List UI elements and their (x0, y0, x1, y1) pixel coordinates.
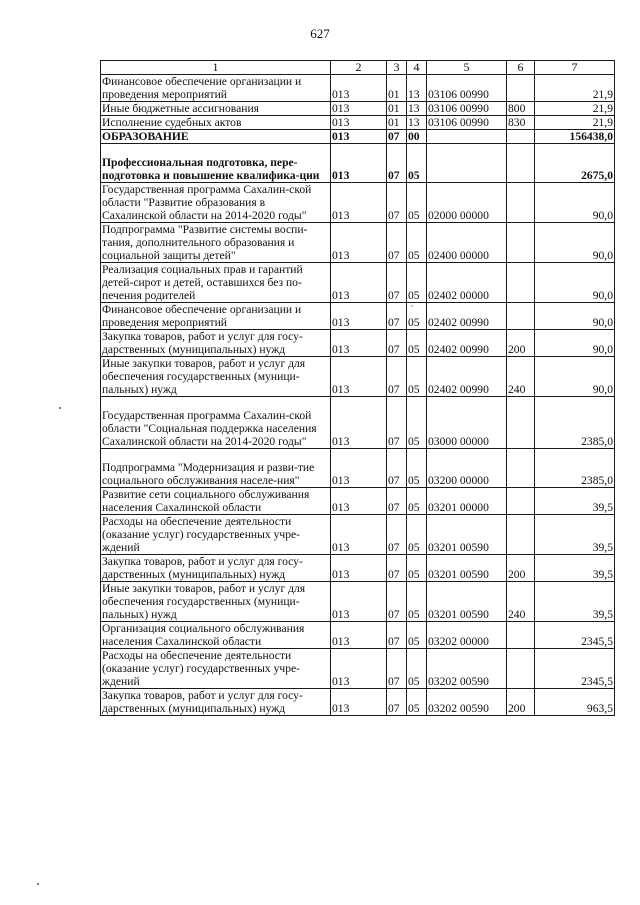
row-subsection-code: 13 (407, 116, 427, 130)
row-target-article: 02402 00000 (427, 263, 507, 303)
page-number: 627 (310, 26, 330, 41)
row-amount: 21,9 (535, 102, 615, 116)
row-amount: 156438,0 (535, 130, 615, 144)
row-subsection-code: 05 (407, 263, 427, 303)
row-name: Расходы на обеспечение деятельности (оказание услуг) государственных учре-ждений (101, 515, 331, 555)
row-name: ОБРАЗОВАНИЕ (101, 130, 331, 144)
row-amount: 39,5 (535, 488, 615, 515)
row-section-code: 07 (387, 488, 407, 515)
row-target-article: 02402 00990 (427, 330, 507, 357)
row-target-article: 03202 00590 (427, 649, 507, 689)
row-ministry-code: 013 (331, 622, 387, 649)
row-amount: 90,0 (535, 330, 615, 357)
row-name: Финансовое обеспечение организации и проведения мероприятий (101, 75, 331, 102)
row-amount: 21,9 (535, 75, 615, 102)
row-subsection-code: 05 (407, 582, 427, 622)
row-name: Организация социального обслуживания населения Сахалинской области (101, 622, 331, 649)
column-header: 6 (507, 61, 535, 75)
row-name: Государственная программа Сахалин-ской области "Социальная поддержка населения Сахалинской области на 2014-2020 годы" (101, 397, 331, 449)
row-name: Развитие сети социального обслуживания населения Сахалинской области (101, 488, 331, 515)
row-target-article: 02000 00000 (427, 183, 507, 223)
row-target-article: 03106 00990 (427, 116, 507, 130)
row-subsection-code: 00 (407, 130, 427, 144)
row-name: Иные закупки товаров, работ и услуг для обеспечения государственных (муници-пальных) нужд (101, 582, 331, 622)
row-section-code: 07 (387, 357, 407, 397)
row-ministry-code: 013 (331, 223, 387, 263)
row-ministry-code: 013 (331, 330, 387, 357)
row-target-article: 03201 00000 (427, 488, 507, 515)
row-subsection-code: 05 (407, 144, 427, 183)
row-ministry-code: 013 (331, 555, 387, 582)
row-expense-type: 200 (507, 330, 535, 357)
row-section-code: 07 (387, 622, 407, 649)
row-target-article: 03000 00000 (427, 397, 507, 449)
row-subsection-code: 05 (407, 689, 427, 716)
row-amount: 2385,0 (535, 449, 615, 488)
column-header: 2 (331, 61, 387, 75)
row-name: Профессиональная подготовка, пере-подготовка и повышение квалифика-ции (101, 144, 331, 183)
row-amount: 2385,0 (535, 397, 615, 449)
row-name: Финансовое обеспечение организации и проведения мероприятий (101, 303, 331, 330)
row-name: Закупка товаров, работ и услуг для госу-дарственных (муниципальных) нужд (101, 555, 331, 582)
row-name: Государственная программа Сахалин-ской области "Развитие образования в Сахалинской области на 2014-2020 годы" (101, 183, 331, 223)
row-subsection-code: 05 (407, 515, 427, 555)
row-amount: 39,5 (535, 582, 615, 622)
row-ministry-code: 013 (331, 263, 387, 303)
row-ministry-code: 013 (331, 130, 387, 144)
row-expense-type: 200 (507, 689, 535, 716)
row-target-article: 03106 00990 (427, 102, 507, 116)
column-header: 1 (101, 61, 331, 75)
row-section-code: 07 (387, 223, 407, 263)
row-subsection-code: 13 (407, 75, 427, 102)
row-section-code: 07 (387, 555, 407, 582)
row-name: Закупка товаров, работ и услуг для госу-дарственных (муниципальных) нужд (101, 689, 331, 716)
row-amount: 21,9 (535, 116, 615, 130)
row-section-code: 01 (387, 116, 407, 130)
row-expense-type: 200 (507, 555, 535, 582)
scan-speck (59, 407, 61, 409)
row-target-article: 03202 00000 (427, 622, 507, 649)
row-name: Реализация социальных прав и гарантий детей-сирот и детей, оставшихся без по-печения родителей (101, 263, 331, 303)
row-section-code: 07 (387, 183, 407, 223)
row-section-code: 07 (387, 582, 407, 622)
row-subsection-code: 05 (407, 183, 427, 223)
row-section-code: 07 (387, 449, 407, 488)
row-name: Закупка товаров, работ и услуг для госу-дарственных (муниципальных) нужд (101, 330, 331, 357)
row-expense-type: 240 (507, 582, 535, 622)
row-expense-type: 830 (507, 116, 535, 130)
row-target-article: 02402 00990 (427, 303, 507, 330)
row-amount: 2345,5 (535, 622, 615, 649)
row-amount: 90,0 (535, 183, 615, 223)
row-section-code: 07 (387, 130, 407, 144)
row-target-article: 03201 00590 (427, 582, 507, 622)
row-subsection-code: 05 (407, 357, 427, 397)
row-ministry-code: 013 (331, 102, 387, 116)
row-target-article: 03106 00990 (427, 75, 507, 102)
row-target-article: 03200 00000 (427, 449, 507, 488)
row-subsection-code: 05 (407, 622, 427, 649)
row-section-code: 01 (387, 102, 407, 116)
row-expense-type: 240 (507, 357, 535, 397)
row-ministry-code: 013 (331, 144, 387, 183)
row-target-article: 02400 00000 (427, 223, 507, 263)
row-amount: 90,0 (535, 223, 615, 263)
row-section-code: 07 (387, 397, 407, 449)
scan-speck (37, 883, 39, 885)
row-ministry-code: 013 (331, 75, 387, 102)
row-subsection-code: 05 (407, 303, 427, 330)
row-amount: 39,5 (535, 555, 615, 582)
row-ministry-code: 013 (331, 449, 387, 488)
column-header: 3 (387, 61, 407, 75)
row-amount: 39,5 (535, 515, 615, 555)
row-subsection-code: 13 (407, 102, 427, 116)
row-name: Подпрограмма "Модернизация и разви-тие социального обслуживания населе-ния" (101, 449, 331, 488)
row-amount: 90,0 (535, 303, 615, 330)
row-section-code: 07 (387, 303, 407, 330)
row-name: Иные бюджетные ассигнования (101, 102, 331, 116)
row-section-code: 07 (387, 263, 407, 303)
column-header: 4 (407, 61, 427, 75)
row-section-code: 01 (387, 75, 407, 102)
row-ministry-code: 013 (331, 649, 387, 689)
row-ministry-code: 013 (331, 515, 387, 555)
row-ministry-code: 013 (331, 397, 387, 449)
row-target-article: 02402 00990 (427, 357, 507, 397)
row-ministry-code: 013 (331, 488, 387, 515)
row-section-code: 07 (387, 144, 407, 183)
row-amount: 90,0 (535, 357, 615, 397)
row-subsection-code: 05 (407, 330, 427, 357)
row-target-article: 03202 00590 (427, 689, 507, 716)
row-ministry-code: 013 (331, 116, 387, 130)
row-name: Подпрограмма "Развитие системы воспи-тания, дополнительного образования и социальной защиты детей" (101, 223, 331, 263)
row-amount: 2345,5 (535, 649, 615, 689)
row-name: Расходы на обеспечение деятельности (оказание услуг) государственных учре-ждений (101, 649, 331, 689)
row-name: Исполнение судебных актов (101, 116, 331, 130)
row-ministry-code: 013 (331, 582, 387, 622)
row-ministry-code: 013 (331, 303, 387, 330)
row-ministry-code: 013 (331, 689, 387, 716)
row-name: Иные закупки товаров, работ и услуг для обеспечения государственных (муници-пальных) нужд (101, 357, 331, 397)
scan-speck (411, 305, 413, 307)
row-subsection-code: 05 (407, 488, 427, 515)
row-amount: 963,5 (535, 689, 615, 716)
row-target-article: 03201 00590 (427, 555, 507, 582)
row-target-article: 03201 00590 (427, 515, 507, 555)
row-ministry-code: 013 (331, 183, 387, 223)
row-subsection-code: 05 (407, 449, 427, 488)
row-subsection-code: 05 (407, 649, 427, 689)
row-ministry-code: 013 (331, 357, 387, 397)
row-subsection-code: 05 (407, 555, 427, 582)
row-amount: 2675,0 (535, 144, 615, 183)
row-section-code: 07 (387, 515, 407, 555)
row-subsection-code: 05 (407, 397, 427, 449)
row-section-code: 07 (387, 689, 407, 716)
row-section-code: 07 (387, 330, 407, 357)
row-section-code: 07 (387, 649, 407, 689)
column-header: 5 (427, 61, 507, 75)
row-expense-type: 800 (507, 102, 535, 116)
row-amount: 90,0 (535, 263, 615, 303)
row-subsection-code: 05 (407, 223, 427, 263)
column-header: 7 (535, 61, 615, 75)
